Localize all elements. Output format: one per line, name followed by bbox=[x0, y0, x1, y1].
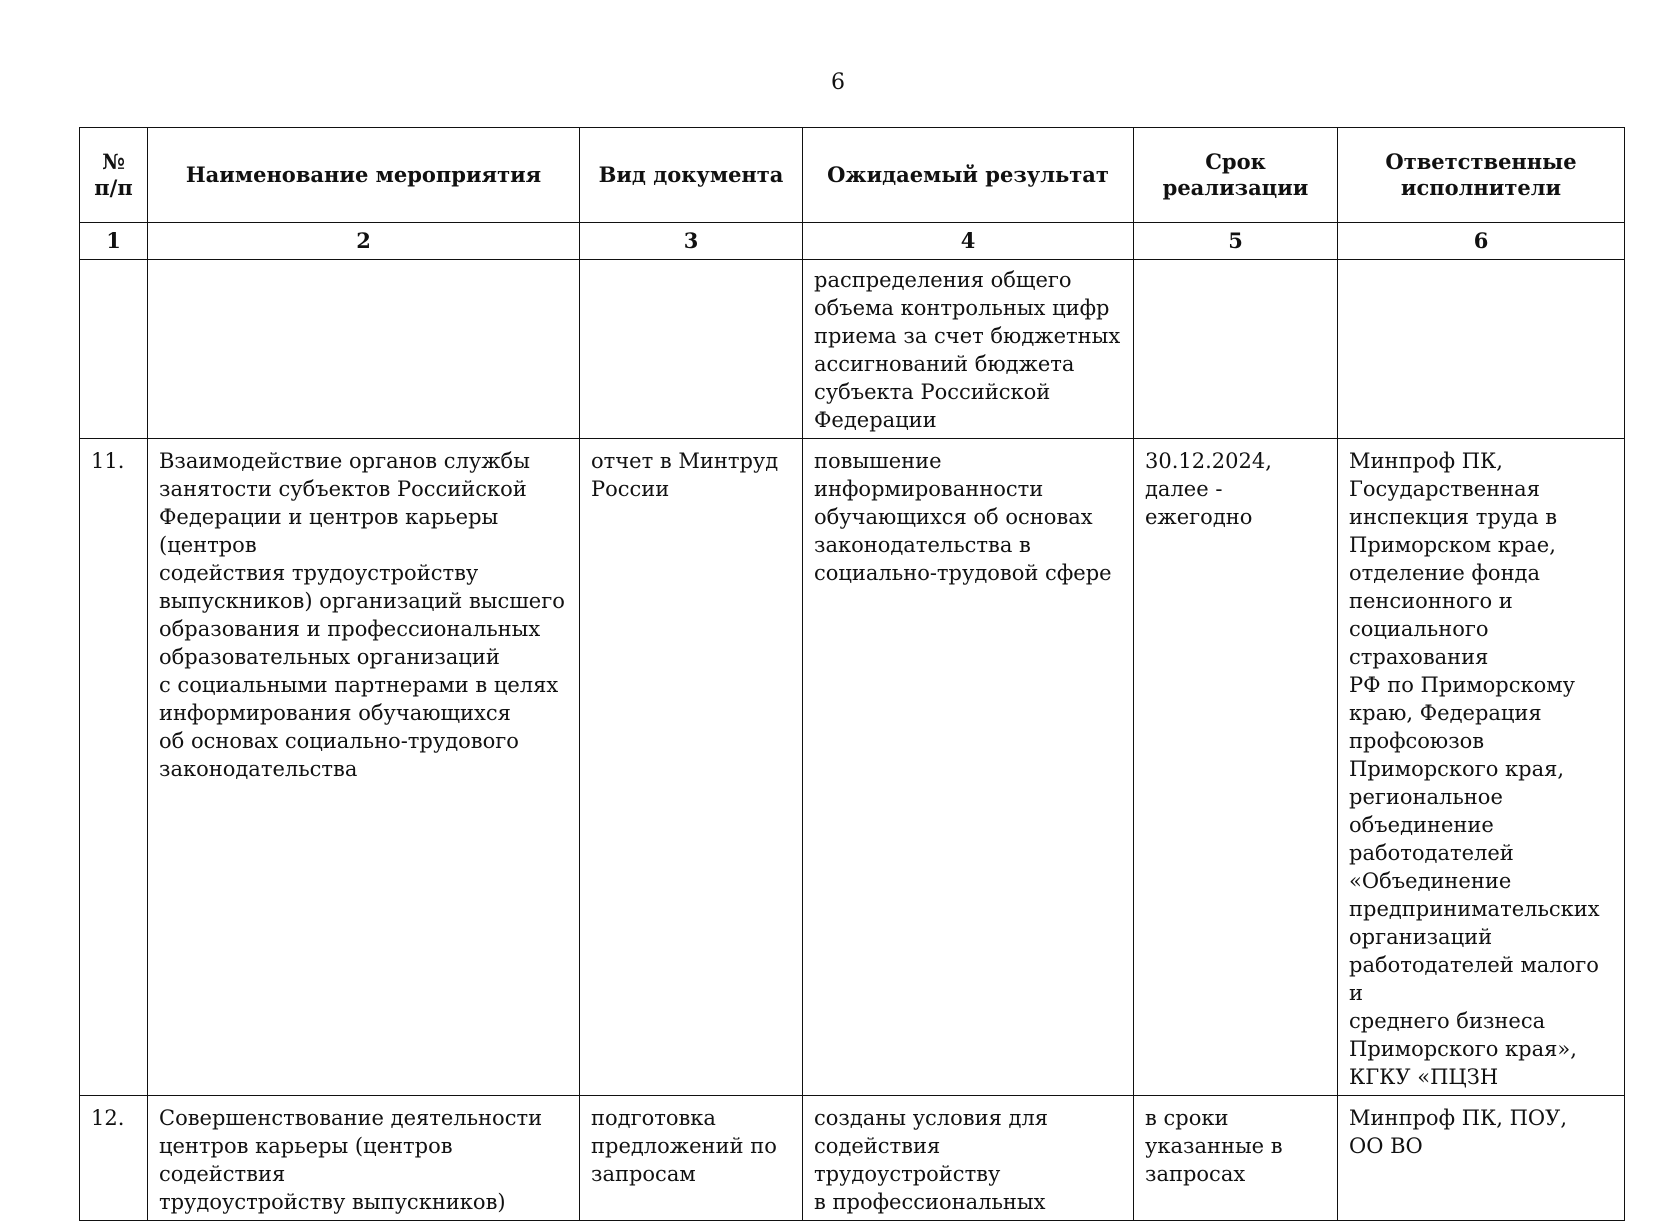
table-row bbox=[80, 260, 1625, 439]
header-document-type: Вид документа bbox=[580, 128, 803, 223]
row-number: 11. bbox=[80, 439, 148, 1096]
table-row bbox=[80, 439, 1625, 1096]
header-number: № п/п bbox=[80, 128, 148, 223]
header-event-name: Наименование мероприятия bbox=[148, 128, 580, 223]
header-deadline: Срок реализации bbox=[1134, 128, 1338, 223]
page-number: 6 bbox=[831, 70, 845, 95]
deadline bbox=[1134, 260, 1338, 439]
header-executors: Ответственные исполнители bbox=[1338, 128, 1625, 223]
row-number: 12. bbox=[80, 1096, 148, 1221]
document-type: подготовка предложений по запросам bbox=[580, 1096, 803, 1221]
event-name: Совершенствование деятельности центров карьеры (центров содействия трудоустройству выпускников) bbox=[148, 1096, 580, 1221]
document-type: отчет в Минтруд России bbox=[580, 439, 803, 1096]
executors: Минпроф ПК, Государственная инспекция труда в Приморском крае, отделение фонда пенсионного и социального страхования РФ по Приморскому краю, Федерация профсоюзов Приморского края, региональное объединение работодателей «Объединение предпринимательских организаций работодателей малого и среднего бизнеса Приморского края», КГКУ «ПЦЗН bbox=[1338, 439, 1625, 1096]
column-number: 6 bbox=[1338, 223, 1625, 260]
column-number: 1 bbox=[80, 223, 148, 260]
executors: Минпроф ПК, ПОУ, ОО ВО bbox=[1338, 1096, 1625, 1221]
table-row bbox=[80, 1096, 1625, 1221]
row-number bbox=[80, 260, 148, 439]
deadline: 30.12.2024, далее - ежегодно bbox=[1134, 439, 1338, 1096]
executors bbox=[1338, 260, 1625, 439]
header-expected-result: Ожидаемый результат bbox=[803, 128, 1134, 223]
document-type bbox=[580, 260, 803, 439]
column-number: 2 bbox=[148, 223, 580, 260]
column-number: 3 bbox=[580, 223, 803, 260]
header-row bbox=[80, 128, 1625, 223]
column-number: 4 bbox=[803, 223, 1134, 260]
expected-result: повышение информированности обучающихся об основах законодательства в социально-трудовой сфере bbox=[803, 439, 1134, 1096]
column-number: 5 bbox=[1134, 223, 1338, 260]
column-number-row bbox=[80, 223, 1625, 260]
expected-result: распределения общего объема контрольных цифр приема за счет бюджетных ассигнований бюджета субъекта Российской Федерации bbox=[803, 260, 1134, 439]
action-plan-table bbox=[79, 127, 1625, 1221]
expected-result: созданы условия для содействия трудоустройству в профессиональных bbox=[803, 1096, 1134, 1221]
deadline: в сроки указанные в запросах bbox=[1134, 1096, 1338, 1221]
event-name: Взаимодействие органов службы занятости субъектов Российской Федерации и центров карьеры (центров содействия трудоустройству выпускников) организаций высшего образования и профессиональных образовательных организаций с социальными партнерами в целях информирования обучающихся об основах социально-трудового законодательства bbox=[148, 439, 580, 1096]
event-name bbox=[148, 260, 580, 439]
